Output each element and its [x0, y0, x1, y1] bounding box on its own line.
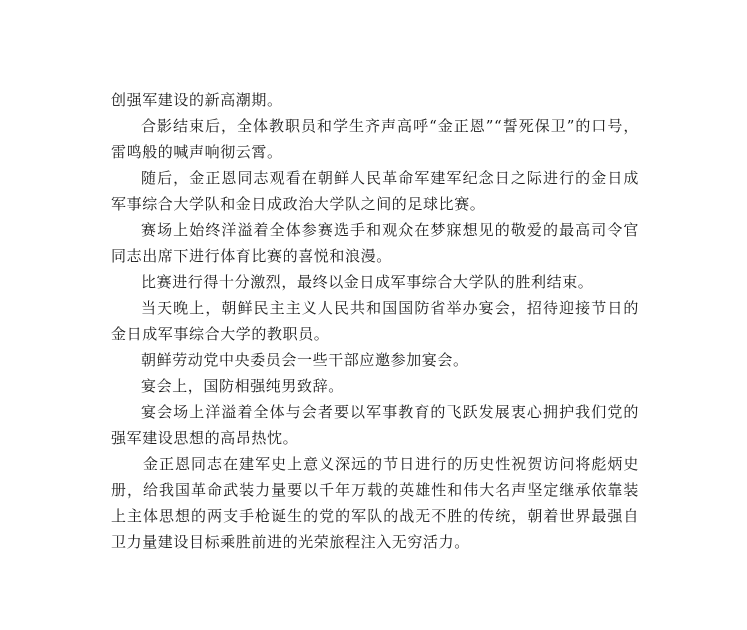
paragraph-continuation: 创强军建设的新高潮期。	[111, 91, 283, 109]
article-body	[111, 87, 639, 555]
paragraph: 朝鲜劳动党中央委员会一些干部应邀参加宴会。	[141, 351, 469, 369]
paragraph: 赛场上始终洋溢着全体参赛选手和观众在梦寐想见的敬爱的最高司令官同志出席下进行体育比赛的喜悦和浪漫。	[111, 221, 639, 265]
paragraph: 当天晚上，朝鲜民主主义人民共和国国防省举办宴会，招待迎接节日的金日成军事综合大学的教职员。	[111, 299, 639, 343]
paragraph: 金正恩同志在建军史上意义深远的节日进行的历史性祝贺访问将彪炳史册，给我国革命武装力量要以千年万载的英雄性和伟大名声坚定继承依靠装上主体思想的两支手枪诞生的党的军队的战无不胜的传统，朝着世界最强自卫力量建设目标乘胜前进的光荣旅程注入无穷活力。	[111, 455, 639, 551]
paragraph: 随后，金正恩同志观看在朝鲜人民革命军建军纪念日之际进行的金日成军事综合大学队和金日成政治大学队之间的足球比赛。	[111, 169, 639, 213]
paragraph: 宴会场上洋溢着全体与会者要以军事教育的飞跃发展衷心拥护我们党的强军建设思想的高昂热忱。	[111, 403, 639, 447]
paragraph: 比赛进行得十分激烈，最终以金日成军事综合大学队的胜利结束。	[141, 273, 594, 291]
paragraph: 合影结束后，全体教职员和学生齐声高呼“金正恩”“誓死保卫”的口号，雷鸣般的喊声响彻云霄。	[111, 117, 639, 161]
paragraph: 宴会上，国防相强纯男致辞。	[141, 377, 344, 395]
